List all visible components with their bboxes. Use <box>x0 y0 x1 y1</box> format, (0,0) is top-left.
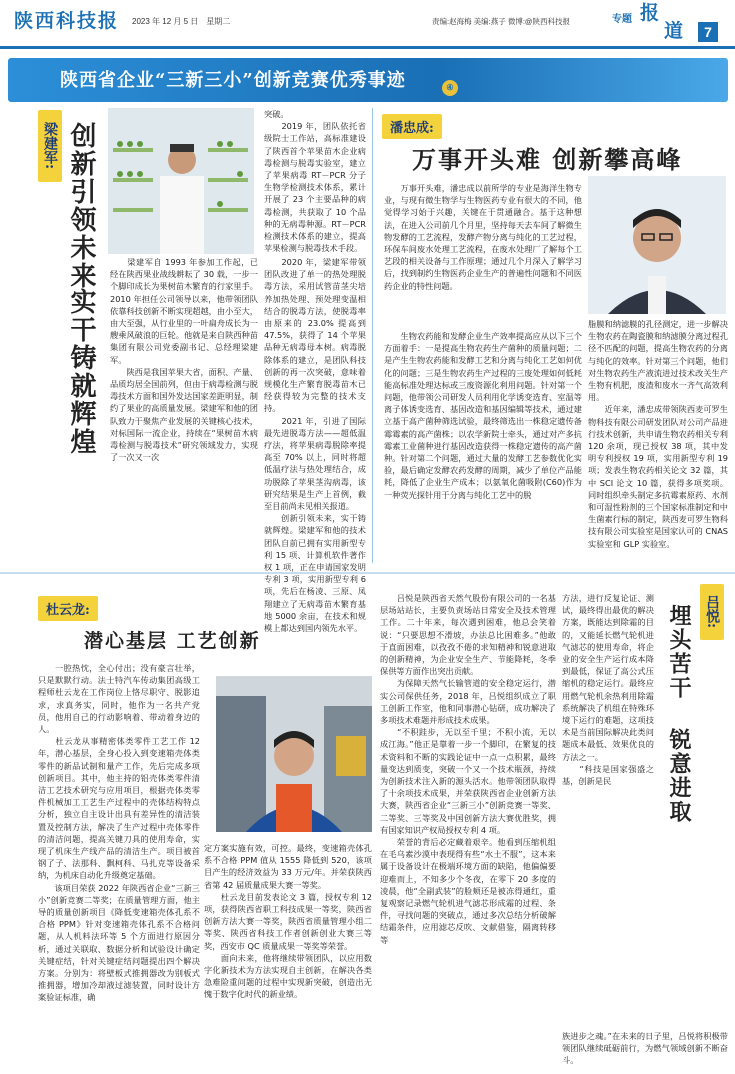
section4-para-right <box>562 592 654 968</box>
section-label-small: 专题 <box>612 14 632 25</box>
section1-photo <box>108 108 254 254</box>
section1-text-mid: 2020 年，梁建军带领团队改进了单一的热处理脱毒方法，采用试管苗茎尖培养加热处理、预处理变温相结合的脱毒方法，使脱毒率由原来的 23.0% 提高到 47.5%，获得了 14 个苹果品种无病毒母本树。病毒脱除体系的建立，是团队科技创新的再一次突破，意味着规模化生产繁育脱毒苗木已经获得较为完整的技术支持。 2021 年，引进了国际最先进脱毒方法——超低温疗法，将苹果病毒脱除率提高至 70% 以上，同时将超低温疗法与热处理结合，成功脱除了苹果茎沟病毒，该研究结果是生产上首例，截至目前尚未见相关报道。 创新引领未来，实干铸就辉煌。梁建军和他的技术团队自前已拥有实用新型专利 15 项、计算机软件著作权 1 项，正在申请国家发明专利 3 项，实用新型专利 6 项，先后在杨凌、三原、凤翔建立了无病毒苗木繁育基地 5000 余亩，在技术和规模上都达到国内领先水平。 <box>264 257 366 634</box>
section1-text-right: 突破。 2019 年，团队依托省级院士工作站，高标准建设了陕西首个苹果苗木企业病毒检测与脱毒实验室，建立了苹果病毒 RT－PCR 分子生物学检测技术体系，累计开展了 23 个主要品种的病毒检测，共获取了 10 个品种的无病毒种源。RT－PCR 检测技术体系的建立，提高苹果检测与脱毒技术手段。 <box>264 109 366 254</box>
section2-text-left: 生物农药能和发酵企业生产效率提高应从以下三个方面着手：一是提高生物农药生产菌种的质量问题；二是产生生物农药能和发酵工艺和分离与纯化工艺如何优化的问题；三是生物农药生产过程的三废处理如何低耗能高标准处理达标或三废资源化利用问题。针对第一个问题，他带领公司研发人员利用化学诱变选育、室温等离子体诱变选育、基因改造和基因编辑等技术，通过建立基于高产菌种筛选试验，最终筛选出一株稳定遗传备霉霉素的高产菌株；以农学新院士牵头，通过对产多抗霉素工业菌种进行基因改造获得一株稳定遗传的高产菌种。针对第二个问题，通过大量的发酵工艺参数优化实验，最后确定发酵农药发酵的周期，减少了单位产品能耗，降低了企业生产成本；以氨氧化菌吸附(C60)作为一种荧光探针用于分离与纯化工艺中的脱 <box>384 331 582 500</box>
page-number: 7 <box>698 22 718 42</box>
section1-text-left: 梁建军自 1993 年参加工作起，已经在陕西果业战线耕耘了 30 载，一步一个脚印成长为果树苗木繁育的行家里手。2010 年担任公司领导以来，他带领团队依靠科技创新不断实现超越，由小至大，由大至强，从行业里的一叶扁舟成长为一艘乘风破浪的巨轮。他就是来自陕西种苗集团有限公司党委副书记、总经理梁建军。 陕西是我国苹果大省，面积、产量、品质均居全国前列，但由于病毒检测与脱毒技术方面和国外发达国家差距明显，制约了果业的高质量发展。梁建军和他的团队致力于聚焦产业发展的关键核心技术，对标国际一流企业，持续在“果树苗木病毒检测与脱毒技术”研究领域发力，实现了一次又一次 <box>110 257 258 463</box>
section3-tag: 杜云龙: <box>38 596 98 621</box>
section1-para-right <box>264 108 366 256</box>
section3-para-left <box>38 662 200 1062</box>
section3-para-mid <box>204 842 372 1064</box>
paper-title: 陕西科技报 <box>14 10 120 32</box>
section3-text-mid: 定方案实施有效，可控。最终，变速箱壳体孔系不合格 PPM 值从 1555 降低到 520，该项目产生的经济效益为 33 万元/年。并荣获陕西省第 42 届质量成果大赛一等奖。 杜云龙目前发表论文 3 篇，授权专利 12 项，获得陕西省职工科技成果一等奖，陕西省创新方法大赛一等奖，陕西省质量管理小组二等奖、陕西省科技工作者创新创业大赛三等奖，西安市 QC 质量成果一等奖等荣誉。 面向未来，他将继续带领团队，以应用数字化新技术为方法实现自主创新，在解决各类急难险重问题的过程中实现新突破，创造出无愧于数字化时代的新业绩。 <box>204 843 372 1000</box>
section2-text-top: 万事开头难，潘忠成以前所学的专业是海洋生物专业，与现有微生物学与生物医药专业有很大的不同，他觉得学习始于兴趣，关键在于贯通融合。基于这种想法，在进入公司前几个月里，坚持每天去车间了解微生物发酵的工艺流程，发酵产物分离与纯化的工艺过程，环保车间废水处理工艺流程，在废水处理厂了解每个工艺段的相关设备与工作原理；通过几个月深入了解学习后，找到制约生物医药企业生产的普遍性问题和不同医药企业的特性问题。 <box>384 183 582 291</box>
issue-date: 2023 年 12 月 5 日 星期二 <box>132 17 231 26</box>
divider-h <box>0 572 735 574</box>
section2-photo <box>588 176 726 314</box>
section-label-big-2: 道 <box>664 20 684 42</box>
section2-para-left <box>384 330 582 564</box>
section1-para-mid <box>264 256 366 634</box>
section2-para-right <box>588 318 728 564</box>
section2-headline: 万事开头难 创新攀高峰 <box>412 145 683 174</box>
section3-text-left: 一腔热忱，全心付出；没有豪言壮举，只是默默行动。法士特汽车传动集团高级工程师杜云龙在工作岗位上恪尽职守、脱影追求，求真务实，同时，他作为一名共产党员，他用自己的行动影响着、带动着身边的人。 杜云龙从事精密体类零件工艺工作 12 年，潜心基层，全身心投入到变速箱壳体类零件的新品试制和量产工作，先后完成多项创新项目。其中，他主持的铝壳体类零件清洁工艺技术研究与应用项目，根据壳体类零件机械加工工艺生产过程中的壳体结构特点分析，独立自主设计出具有差异性的清洁装置及控制方法，解决了生产过程中壳体零件的清洁问题，提高关键刀具的使用寿命，实现了机床生产线产品的清洁生产。项目被首钢了子、法那科、飘柯科、马扎克等设备采纳，为机床自动化升级奠定基础。 该项目荣获 2022 年陕西省企业“三新三小”创新竞赛二等奖；在质量管理方面，他主导的质量创新项目《降低变速箱壳体孔系不合格 PPM》针对变速箱壳体孔系不合格问题，从人机料法环等 5 个方面进行原因分析，通过关联取、数据分析和试验设计确定关键症结，针对关键症结问题提出四个解决方案。分别为：将壁板式推拥器改为别板式推拥器，增加冷却液过滤装置，同时设计方案验证标准，确 <box>38 663 200 1003</box>
section2-tag: 潘忠成: <box>382 114 442 139</box>
section-label-big-1: 报 <box>640 2 660 24</box>
editors-line: 责编:赵海梅 美编:燕子 微博:@陕西科技报 <box>432 17 571 26</box>
section4-para-left <box>380 592 556 1038</box>
section3-photo <box>216 676 372 832</box>
banner-badge: ④ <box>442 80 458 96</box>
banner-title: 陕西省企业“三新三小”创新竞赛优秀事迹 <box>60 70 406 91</box>
section4-text-bottom: 族进步之魂。”在未来的日子里，吕悦将积极带领团队继续砥砺前行，为燃气领域创新不断奋斗。 <box>562 1031 728 1066</box>
section4-headline-a: 埋头苦干 <box>666 604 692 700</box>
section1-para-left-b <box>8 412 258 562</box>
section1-tag: 梁建军: <box>38 110 62 182</box>
section4-text-right: 方法，进行反复论证、测试，最终得出最优的解决方案，既能达到除霜的目的，又能延长燃气轮机进气滤芯的使用寿命，将企业的安全生产运行成本降到最低，保证了高公式压缩机的稳定运行。最终应用燃气轮机余热利用除霜系统解决了机组在特殊环境下运行的难题，这项技术是当前国际解决此类问题成本最低、效果优良的方法之一。 “科技是国家强盛之基，创新是民 <box>562 593 654 787</box>
section3-headline: 潜心基层 工艺创新 <box>84 630 261 652</box>
section4-headline-b: 锐意进取 <box>666 728 692 824</box>
section1-headline-b: 实干铸就辉煌 <box>66 288 96 456</box>
section1-para-left-a <box>110 256 258 463</box>
section4-text-left: 吕悦是陕西省天然气股份有限公司的一名基层场站站长，主要负责场站日常安全及技术管理工作。二十年来，每次遇到困难，他总会笑着说：“只要思想不滑坡，办法总比困难多。”他敢于直面困难，以孜孜不倦的求知精神和锐意进取的创新精神，为企业安全生产、节能降耗，冬季保供等方面作出突出贡献。 为保障天然气长输管道的安全稳定运行，潜实公司保供任务，2018 年，吕悦组织成立了职工创新工作室，他和同事潜心钻研，成功解决了多项技术难题并形成技术成果。 “不积跬步，无以至千里；不积小流，无以成江海。”他正是靠着一步一个脚印，在繁复的技术资料和不断的实践论证中一点一点积累，最终量变达到质变，突破一个又一个技术瓶颈，持续为创新技术注入新的源头活水。他带领团队取得了十余项技术成果，并荣获陕西省企业创新方法大赛，陕西省企业“三新三小”创新竞赛一等奖、二等奖、三等奖及中国创新方法大赛优胜奖，拥有国家知识产权局授权专利 4 项。 荣誉的背后必定藏着艰辛。他看到压缩机组在毛乌素沙漠中表现得有些“水土不服”，这本来属于设备设计在极端环境方面的缺陷，他偏偏要迎难而上，不知多少个冬夜，在零下 20 多度的凌晨，他“全副武装”的脸颊还是被冻得通红，重复观察记录燃气轮机进气滤芯形成霜的过程、条件，寻找问题的突破点，通过多次总结分析破解结霜条件，应用滤芯反吹、文献借鉴，隔离转移等 <box>380 593 556 945</box>
section2-text-right: 脂膜和纳滤膜的孔径测定，进一步解决生物农药在陶瓷膜和纳滤膜分离过程孔径不匹配的问题，提高生物农药的分离与纯化的效率。针对第三个问题，他们对生物农药生产液流进过技术改关生产生物有机肥，废渣和废水一齐气高效利用。 近年来，潘忠成带领陕西麦可罗生物科技有限公司研发团队对公司产品进行技术创新，共申请生物农药相关专利 120 余项，现已授权 38 项，其中发明专利授权 19 项，实用新型专利 19 项；发表生物农药相关论文 32 篇，其中 SCI 论文 10 篇，获得多项奖项。同时组织牵头制定多抗霉素原药、水剂和可湿性粉剂的三个国家标准制定和中生菌素行标的制定，陕西麦可罗生物科技有限公司实验室是国家认可的 CNAS 实验室和 GLP 实验室。 <box>588 319 728 549</box>
header-rule <box>0 46 735 49</box>
section1-headline-a: 创新引领未来 <box>66 122 96 290</box>
section4-para-bottom <box>562 1030 728 1064</box>
section4-tag: 吕悦: <box>700 584 724 640</box>
section2-para-top <box>384 182 582 330</box>
divider-v1 <box>372 108 373 563</box>
